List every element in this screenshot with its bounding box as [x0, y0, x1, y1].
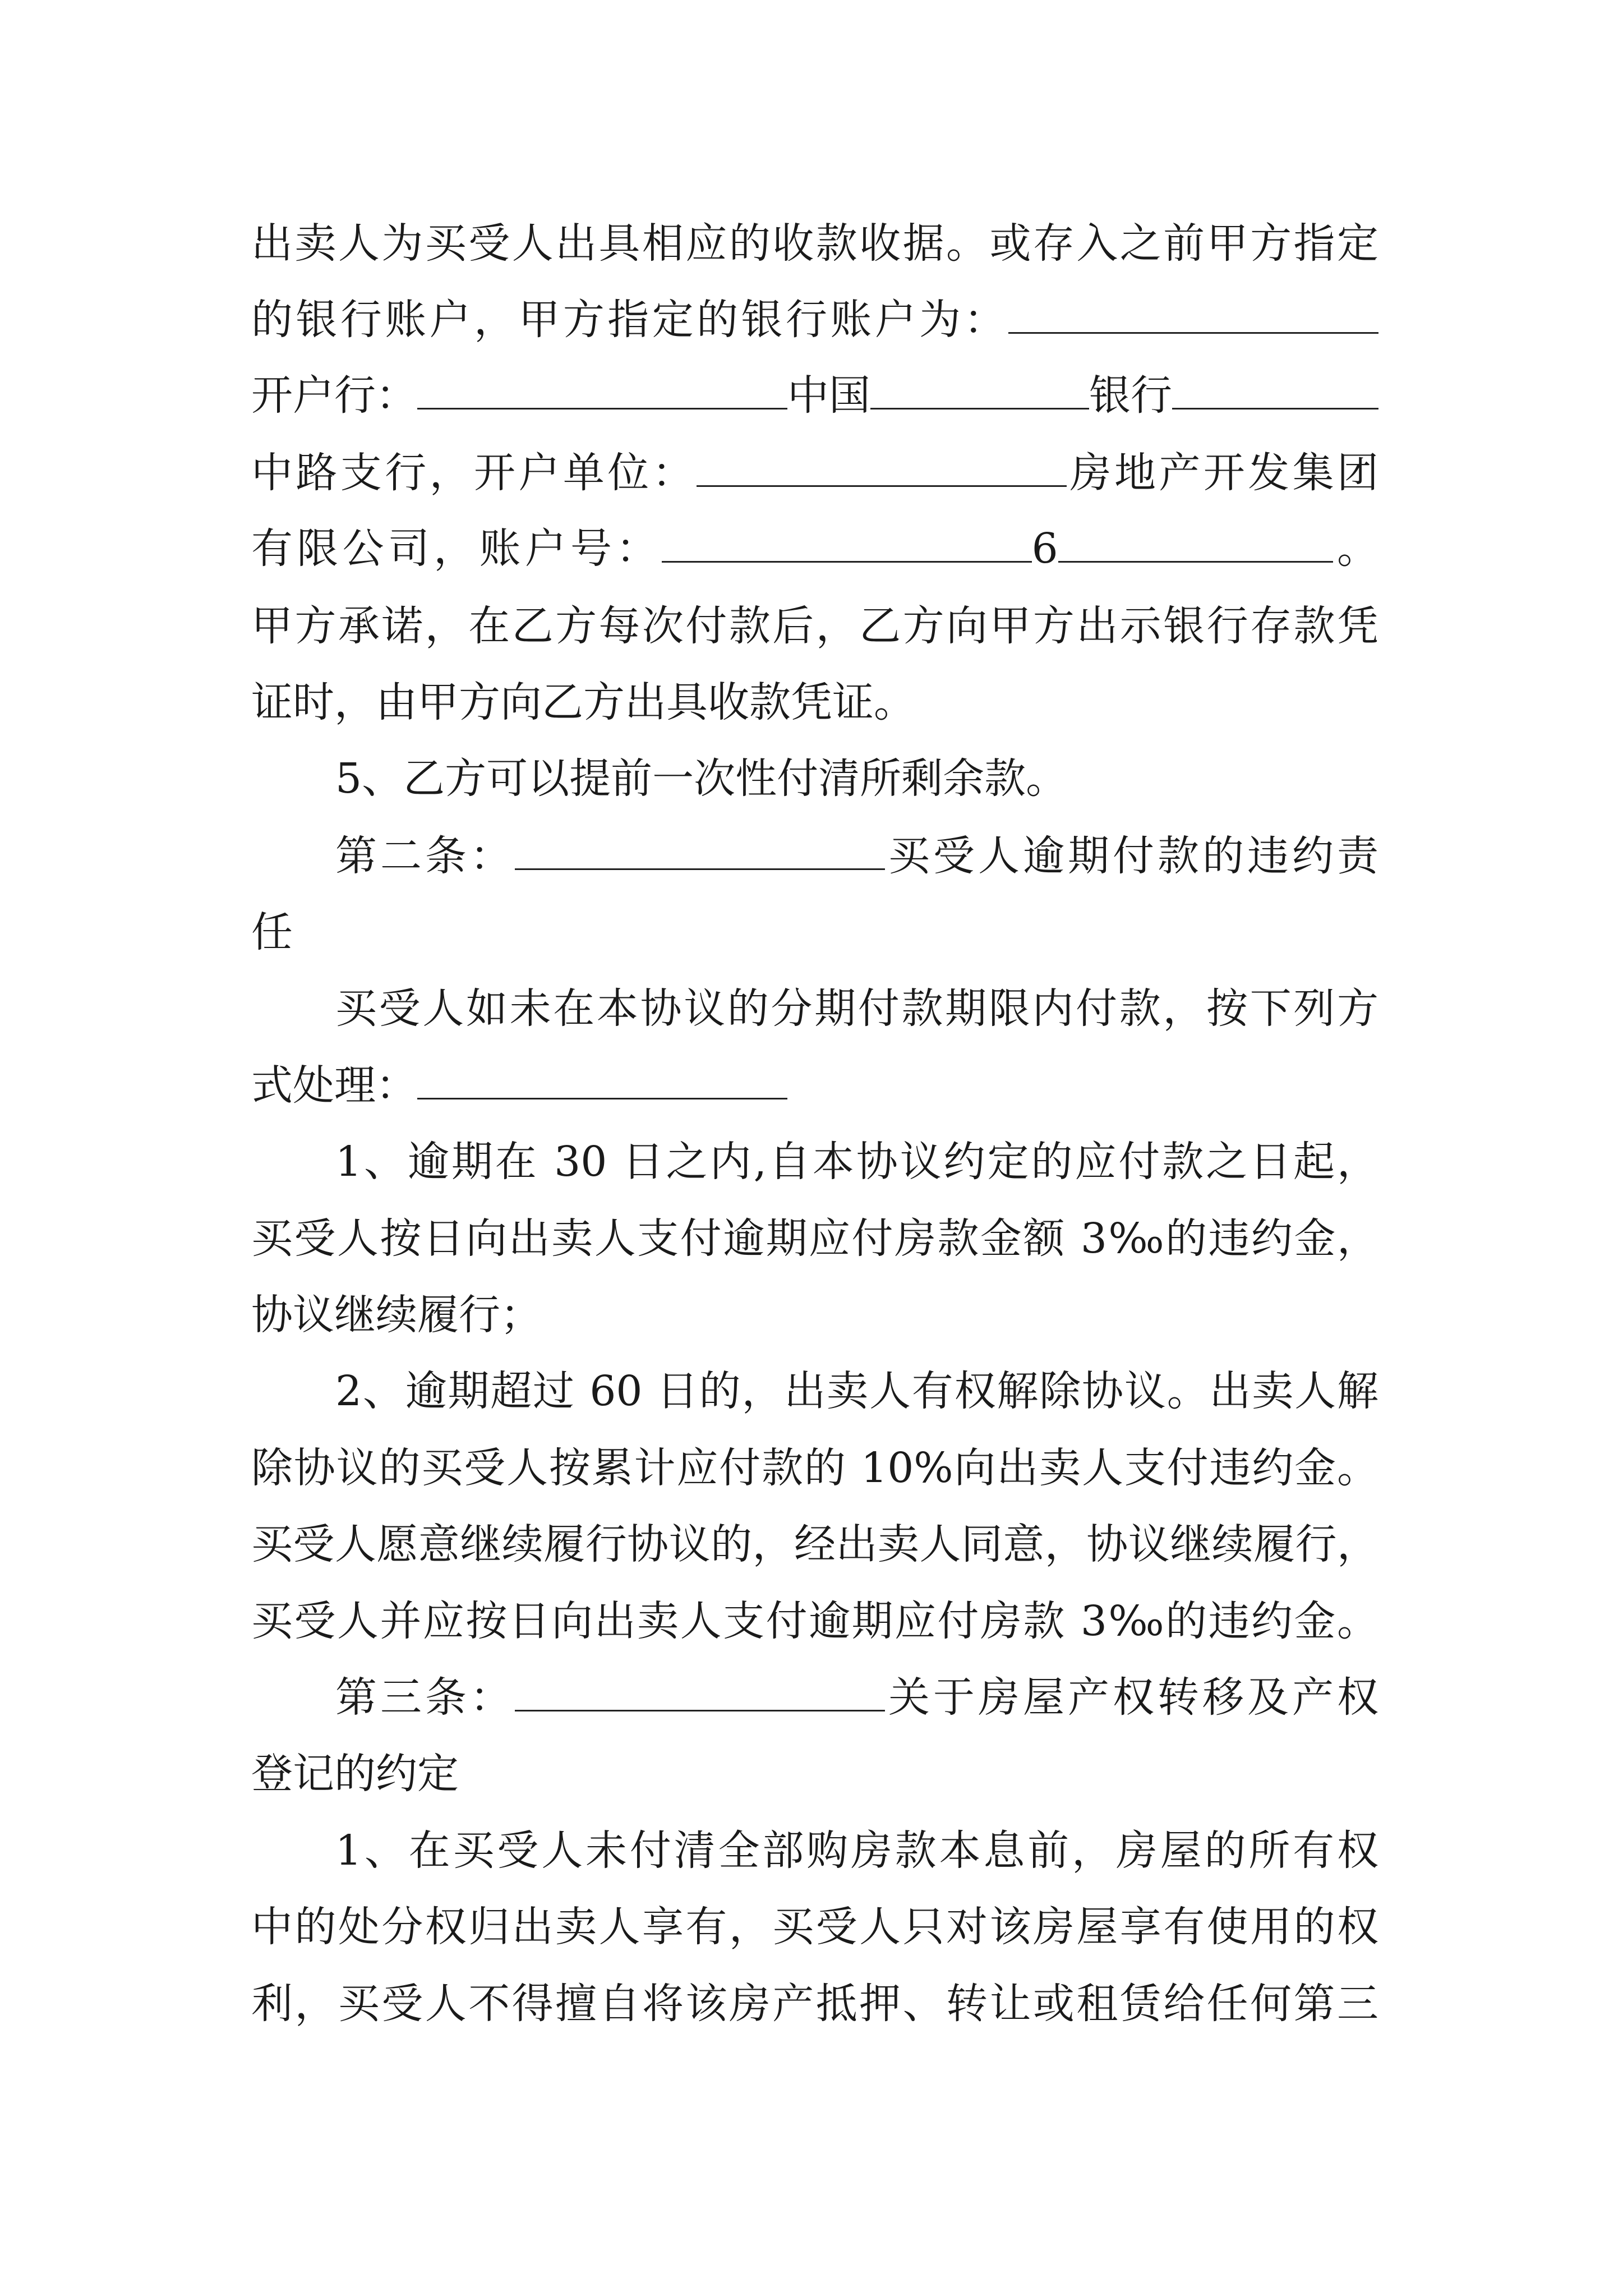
text-segment: 的银行账户，甲方指定的银行账户为： — [251, 296, 1008, 344]
text-line — [251, 446, 1378, 500]
text-segment: 式处理： — [251, 1061, 417, 1110]
fill-blank — [1008, 293, 1378, 334]
fill-blank — [662, 522, 1032, 563]
text-segment: 关于房屋产权转移及产权 — [885, 1673, 1378, 1722]
text-line: 协议继续履行； — [251, 1291, 542, 1339]
article-heading — [335, 829, 1378, 883]
text-line: 除协议的买受人按累计应付款的 10%向出卖人支付违约金。 — [251, 1444, 1378, 1492]
fill-blank — [697, 446, 1067, 487]
text-segment: 银行 — [1089, 371, 1172, 420]
text-line: 1、逾期在 30 日之内,自本协议约定的应付款之日起， — [335, 1138, 1378, 1186]
fill-blank — [1172, 369, 1378, 409]
fill-blank — [417, 369, 787, 409]
text-segment: 第二条： — [335, 832, 515, 880]
text-line: 买受人愿意继续履行协议的，经出卖人同意，协议继续履行， — [251, 1520, 1378, 1568]
text-line: 甲方承诺，在乙方每次付款后，乙方向甲方出示银行存款凭 — [251, 602, 1378, 650]
text-line: 5、乙方可以提前一次性付清所剩余款。 — [335, 754, 1068, 803]
text-segment: 开户行： — [251, 371, 417, 420]
text-line: 证时，由甲方向乙方出具收款凭证。 — [251, 678, 915, 726]
fill-blank — [870, 369, 1089, 409]
text-line — [251, 1059, 1378, 1112]
text-line: 买受人按日向出卖人支付逾期应付房款金额 3‰的违约金， — [251, 1214, 1378, 1263]
text-segment: 有限公司，账户号： — [251, 524, 662, 573]
text-segment: 房地产开发集团 — [1067, 449, 1378, 497]
text-line: 1、在买受人未付清全部购房款本息前，房屋的所有权 — [335, 1826, 1378, 1875]
article-heading — [335, 1671, 1378, 1724]
text-line: 2、逾期超过 60 日的，出卖人有权解除协议。出卖人解 — [335, 1367, 1378, 1415]
fill-blank — [1058, 522, 1333, 563]
text-line: 买受人并应按日向出卖人支付逾期应付房款 3‰的违约金。 — [251, 1597, 1378, 1645]
text-segment: 中国 — [787, 371, 870, 420]
text-line: 利，买受人不得擅自将该房产抵押、转让或租赁给任何第三 — [251, 1980, 1378, 2028]
text-line: 买受人如未在本协议的分期付款期限内付款，按下列方 — [335, 984, 1378, 1033]
text-segment: 。 — [1332, 524, 1378, 573]
text-line — [251, 522, 1378, 576]
text-segment: 买受人逾期付款的违约责 — [885, 832, 1378, 880]
text-line — [251, 369, 1378, 422]
fill-blank — [515, 1671, 885, 1711]
fill-blank — [417, 1059, 787, 1099]
text-line — [251, 293, 1378, 347]
text-line: 任 — [251, 908, 293, 956]
text-segment: 中路支行，开户单位： — [251, 449, 697, 497]
text-line: 出卖人为买受人出具相应的收款收据。或存入之前甲方指定 — [251, 219, 1378, 268]
text-line: 中的处分权归出卖人享有，买受人只对该房屋享有使用的权 — [251, 1903, 1378, 1951]
text-segment: 6 — [1031, 524, 1058, 573]
fill-blank — [515, 829, 885, 870]
text-segment: 第三条： — [335, 1673, 515, 1722]
text-line: 登记的约定 — [251, 1750, 459, 1798]
